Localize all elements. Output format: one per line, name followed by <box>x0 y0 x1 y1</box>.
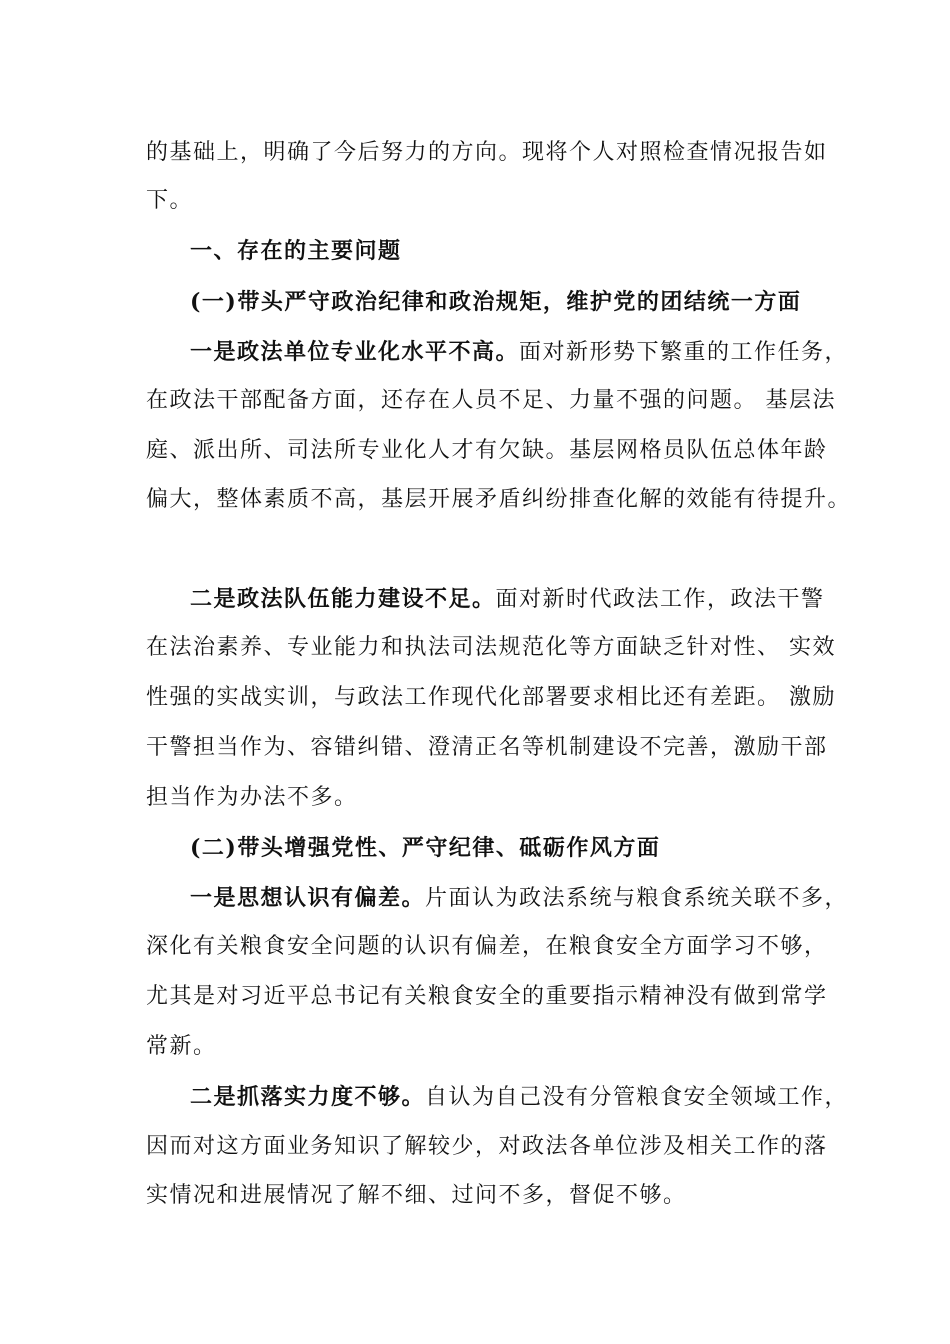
paragraph-1-line-2: 在政法干部配备方面，还存在人员不足、力量不强的问题。 基层法 <box>146 388 836 413</box>
section-heading: 一、存在的主要问题 <box>190 238 402 264</box>
intro-line-1: 的基础上，明确了今后努力的方向。现将个人对照检查情况报告如 <box>146 140 828 165</box>
subsection-heading-2: (二)带头增强党性、严守纪律、砥砺作风方面 <box>190 835 661 861</box>
paragraph-2-line-1 <box>190 584 825 615</box>
paragraph-3-line-4: 常新。 <box>146 1034 217 1059</box>
paragraph-2-line-2: 在法治素养、专业能力和执法司法规范化等方面缺乏针对性、 实效 <box>146 635 836 660</box>
paragraph-1-line-3: 庭、派出所、司法所专业化人才有欠缺。基层网格员队伍总体年龄 <box>146 438 828 463</box>
paragraph-1-line-4: 偏大，整体素质不高，基层开展矛盾纠纷排查化解的效能有待提升。 <box>146 487 852 512</box>
paragraph-2-line-5: 担当作为办法不多。 <box>146 785 358 810</box>
subsection-heading-1: (一)带头严守政治纪律和政治规矩，维护党的团结统一方面 <box>190 289 802 315</box>
paragraph-2-line-1-text: 面对新时代政法工作，政法干警 <box>495 587 825 612</box>
paragraph-2-lead: 二是政法队伍能力建设不足。 <box>190 586 496 612</box>
paragraph-3-line-1-text: 片面认为政法系统与粮食系统关联不多， <box>425 886 849 911</box>
intro-line-2: 下。 <box>146 188 194 213</box>
paragraph-3-line-2: 深化有关粮食安全问题的认识有偏差，在粮食安全方面学习不够， <box>146 934 828 959</box>
paragraph-2-line-3: 性强的实战实训，与政法工作现代化部署要求相比还有差距。 激励 <box>146 685 836 710</box>
paragraph-3-lead: 一是思想认识有偏差。 <box>190 885 426 911</box>
paragraph-3-line-3: 尤其是对习近平总书记有关粮食安全的重要指示精神没有做到常学 <box>146 984 828 1009</box>
paragraph-1-line-1 <box>190 337 848 368</box>
paragraph-2-line-4: 干警担当作为、容错纠错、澄清正名等机制建设不完善，激励干部 <box>146 735 828 760</box>
paragraph-4-line-1-text: 自认为自己没有分管粮食安全领域工作， <box>425 1085 849 1110</box>
paragraph-4-line-1 <box>190 1082 848 1113</box>
paragraph-4-lead: 二是抓落实力度不够。 <box>190 1084 426 1110</box>
paragraph-4-line-3: 实情况和进展情况了解不细、过问不多，督促不够。 <box>146 1183 687 1208</box>
paragraph-1-line-1-text: 面对新形势下繁重的工作任务， <box>519 340 849 365</box>
paragraph-1-lead: 一是政法单位专业化水平不高。 <box>190 339 520 365</box>
paragraph-4-line-2: 因而对这方面业务知识了解较少，对政法各单位涉及相关工作的落 <box>146 1134 828 1159</box>
paragraph-3-line-1 <box>190 883 848 914</box>
